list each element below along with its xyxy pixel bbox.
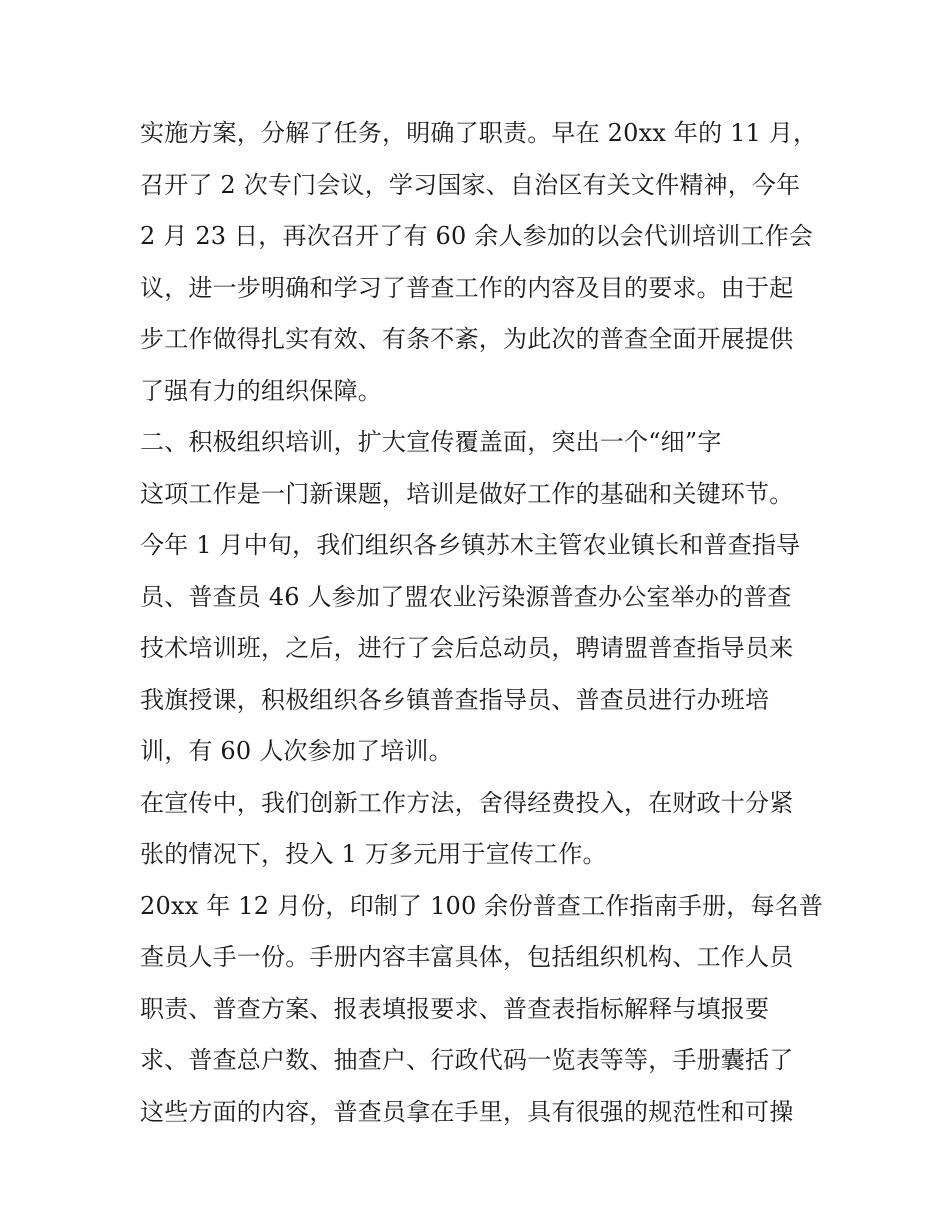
section-heading: 二、积极组织培训，扩大宣传覆盖面，突出一个“细”字 [140,428,722,456]
text-line: 这项工作是一门新课题，培训是做好工作的基础和关键环节。 [140,479,794,508]
text-line: 张的情况下，投入 1 万多元用于宣传工作。 [140,840,607,868]
text-line: 步工作做得扎实有效、有条不紊，为此次的普查全面开展提供 [140,325,794,353]
text-line: 召开了 2 次专门会议，学习国家、自治区有关文件精神，今年 [140,170,801,199]
text-line: 今年 1 月中旬，我们组织各乡镇苏木主管农业镇长和普查指导 [140,531,801,559]
document-body [140,108,824,1138]
text-line: 议，进一步明确和学习了普查工作的内容及目的要求。由于起 [140,273,794,302]
text-line: 技术培训班，之后，进行了会后总动员，聘请盟普查指导员来 [140,634,794,662]
text-line: 职责、普查方案、报表填报要求、普查表指标解释与填报要 [140,994,770,1023]
text-line: 了强有力的组织保障。 [140,376,382,405]
text-line: 这些方面的内容，普查员拿在手里，具有很强的规范性和可操 [140,1097,794,1126]
text-line: 训，有 60 人次参加了培训。 [140,737,453,765]
text-line: 员、普查员 46 人参加了盟农业污染源普查办公室举办的普查 [140,582,792,611]
text-line: 实施方案，分解了任务，明确了职责。早在 20xx 年的 11 月， [140,119,818,147]
text-line: 在宣传中，我们创新工作方法，舍得经费投入，在财政十分紧 [140,788,794,817]
text-line: 我旗授课，积极组织各乡镇普查指导员、普查员进行办班培 [140,685,770,714]
text-line: 查员人手一份。手册内容丰富具体，包括组织机构、工作人员 [140,943,794,971]
text-line: 求、普查总户数、抽查户、行政代码一览表等等，手册囊括了 [140,1046,794,1074]
text-line: 20xx 年 12 月份，印制了 100 余份普查工作指南手册，每名普 [140,891,824,920]
text-line: 2 月 23 日，再次召开了有 60 余人参加的以会代训培训工作会 [140,222,814,250]
